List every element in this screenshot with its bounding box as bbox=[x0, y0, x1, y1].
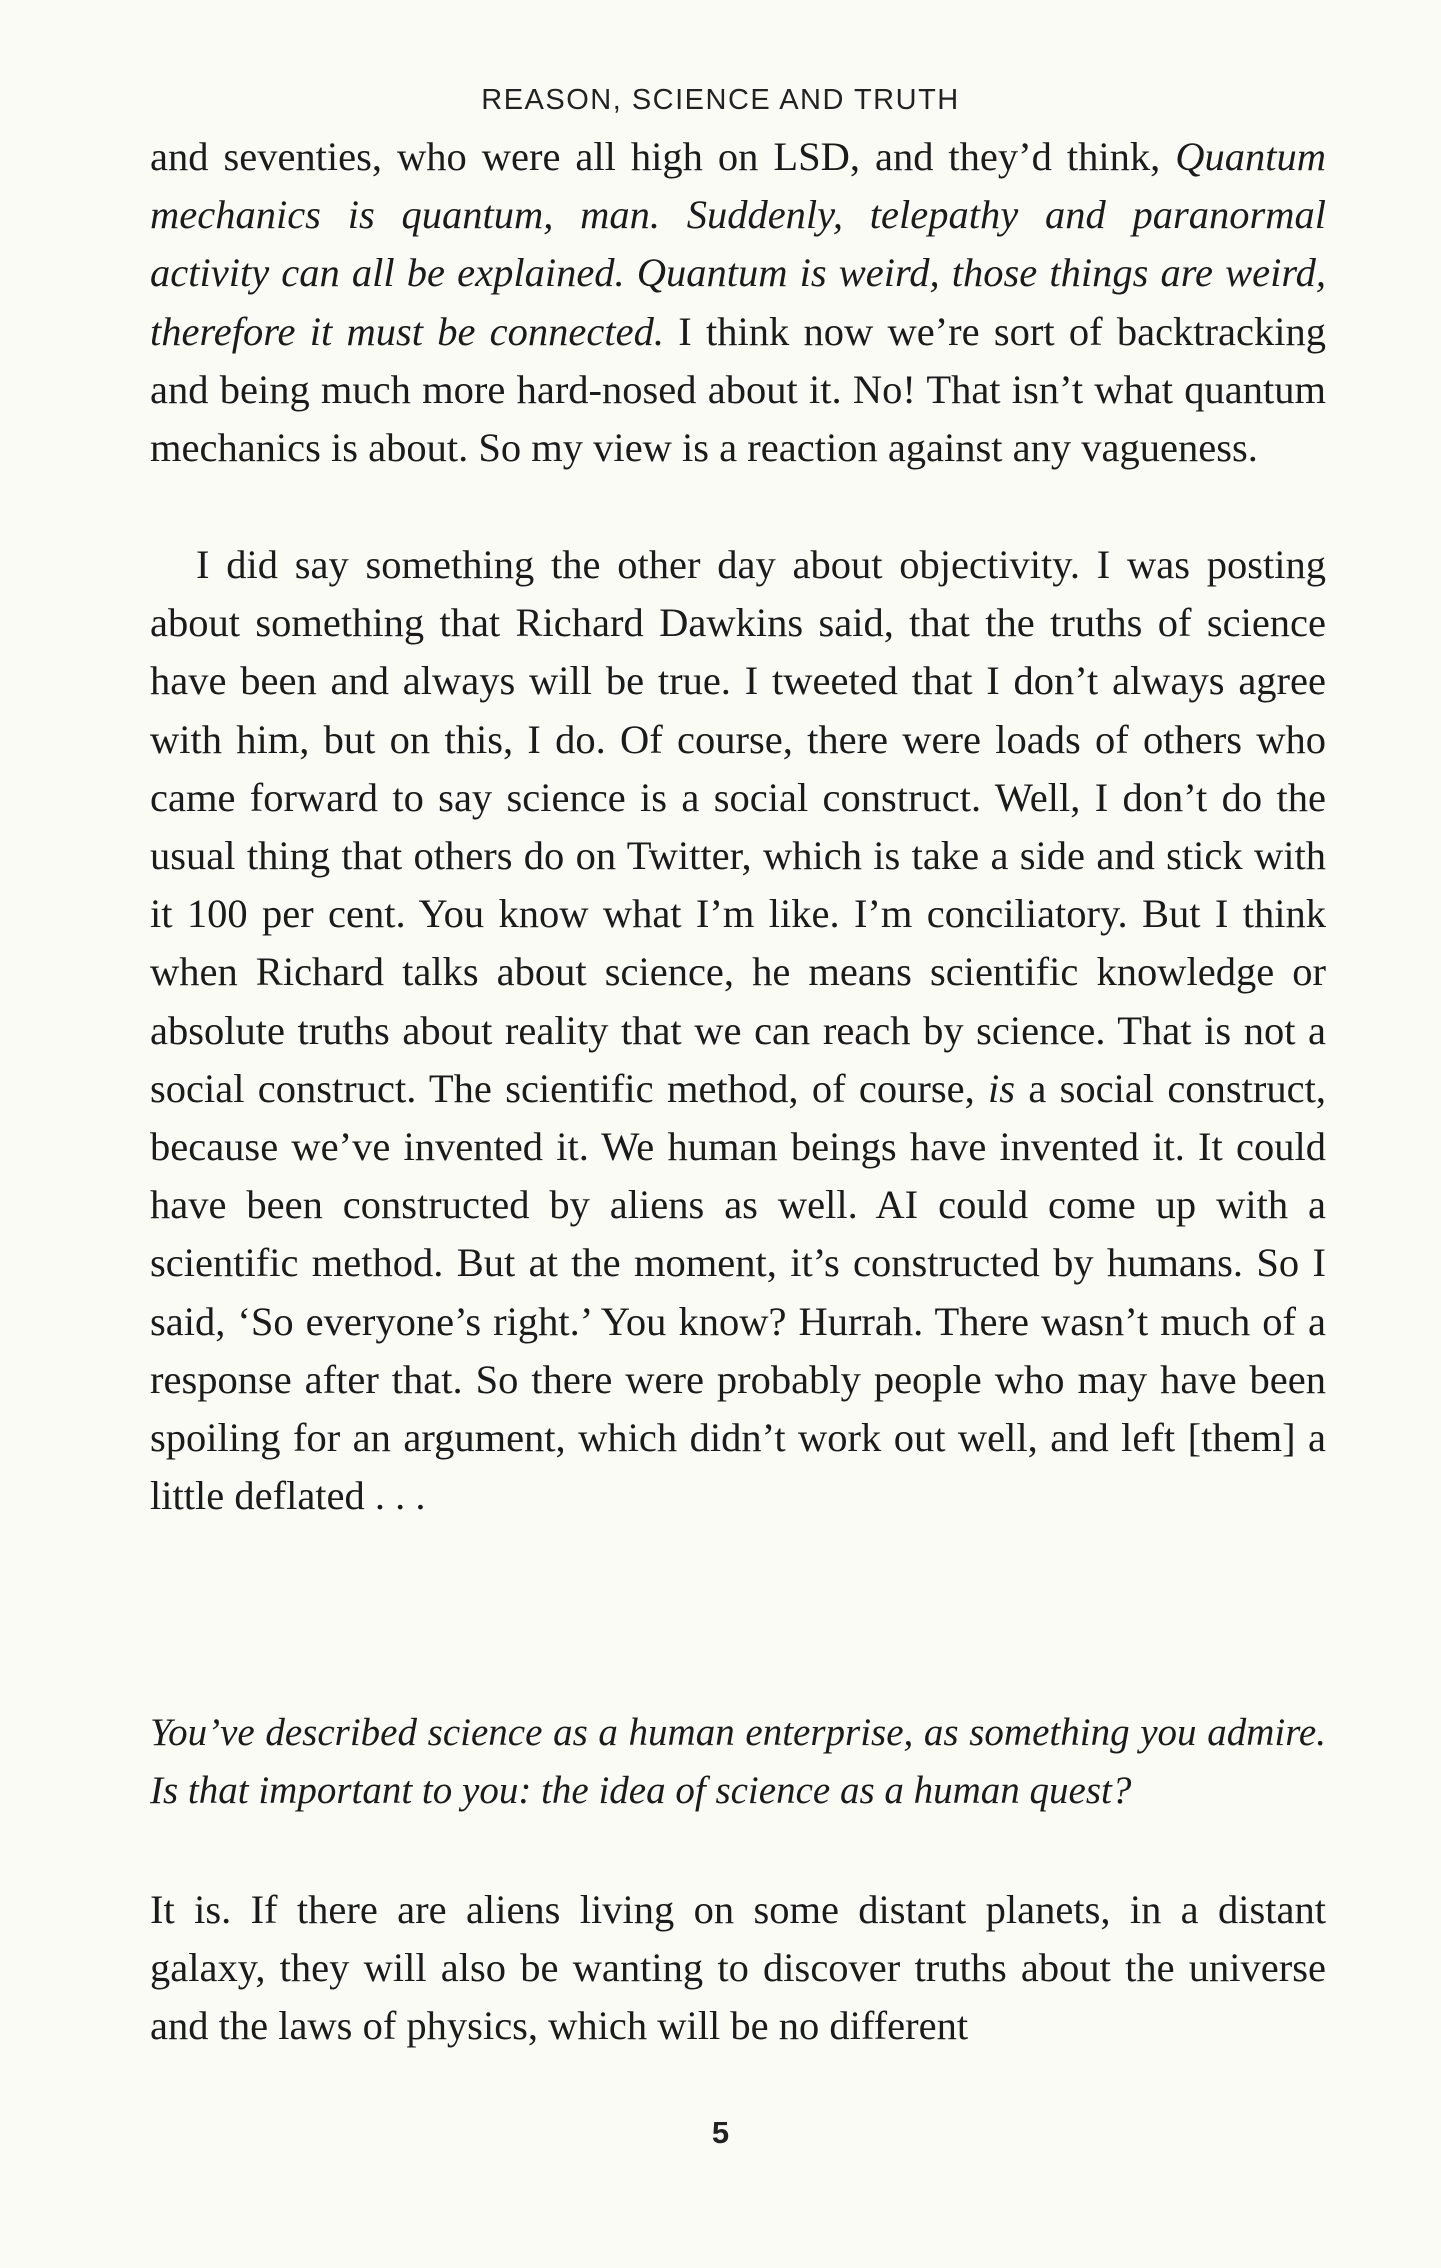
paragraph bbox=[150, 536, 1326, 1525]
page-number: 5 bbox=[711, 2115, 730, 2150]
paragraph-text: I did say something the other day about objectivity. I was posting about something that Richard Dawkins said, that the truths of science have been and always will be true. I tweeted that I don’t always agree with him, but on this, I do. Of course, there were loads of others who came forward to say science is a social construct. Well, I don’t do the usual thing that others do on Twitter, which is take a side and stick with it 100 per cent. You know what I’m like. I’m conciliatory. But I think when Richard talks about science, he means scientific knowledge or absolute truths about reality that we can reach by science. That is not a social construct. The scientific method, of course, bbox=[150, 542, 1326, 1111]
paragraph bbox=[150, 128, 1326, 477]
question-text: You’ve described science as a human enterprise, as something you admire. Is that important to you: the idea of science as a human quest? bbox=[150, 1711, 1326, 1813]
answer-paragraph-1 bbox=[150, 128, 1326, 477]
italic-emphasis: is bbox=[988, 1065, 1016, 1111]
italic-quote: Quantum mechanics is quantum, man. Suddenly, telepathy and paranormal activity can all be explained. Quantum is weird, those things are weird, therefore it must be connected. bbox=[150, 134, 1326, 354]
answer-paragraph-2 bbox=[150, 536, 1326, 1525]
paragraph-text: and seventies, who were all high on LSD, and they’d think, bbox=[150, 134, 1176, 179]
paragraph-text: a social construct, because we’ve invented it. We human beings have invented it. It could have been constructed by aliens as well. AI could come up with a scientific method. But at the moment, it’s constructed by humans. So I said, ‘So everyone’s right.’ You know? Hurrah. There wasn’t much of a response after that. So there were probably people who may have been spoiling for an argument, which didn’t work out well, and left [them] a little deflated . . . bbox=[150, 1065, 1326, 1519]
paragraph-text: I think now we’re sort of backtracking and being much more hard-nosed about it. No! That isn’t what quantum mechanics is about. So my view is a reaction against any vagueness. bbox=[150, 308, 1326, 471]
running-head: REASON, SCIENCE AND TRUTH bbox=[481, 84, 960, 116]
answer-paragraph-3 bbox=[150, 1881, 1326, 2056]
interview-question bbox=[150, 1704, 1326, 1820]
paragraph-text: It is. If there are aliens living on some distant planets, in a distant galaxy, they will also be wanting to discover truths about the universe and the laws of physics, which will be no different bbox=[150, 1887, 1326, 2049]
